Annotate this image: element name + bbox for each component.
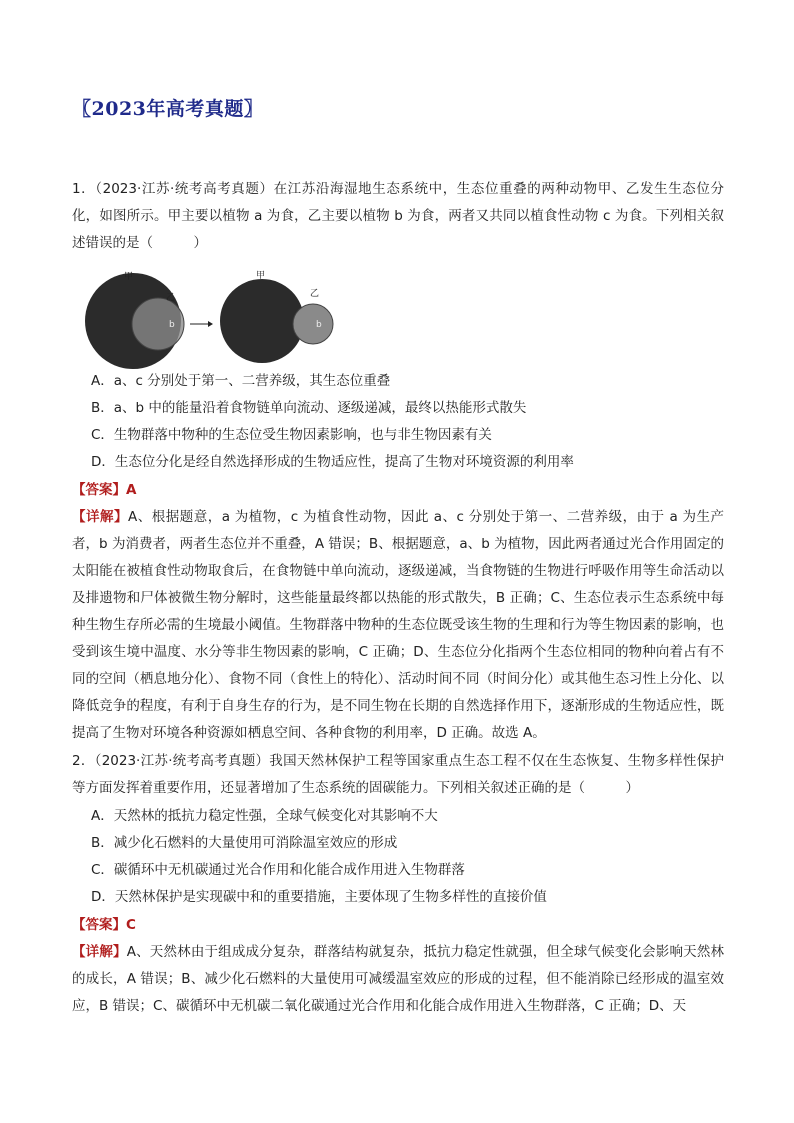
question-2-stem: 2．（2023·江苏·统考高考真题）我国天然林保护工程等国家重点生态工程不仅在生态恢复、生物多样性保护等方面发挥着重要作用，还显著增加了生态系统的固碳能力。下列相关叙述正确的是（ ）: [72, 753, 724, 796]
q2-detail: [72, 939, 724, 1020]
right-label-jia: 甲: [256, 271, 266, 281]
q1-option-c: C．生物群落中物种的生态位受生物因素影响，也与非生物因素有关: [91, 427, 492, 443]
question-1-stem: 1．（2023·江苏·统考高考真题）在江苏沿海湿地生态系统中，生态位重叠的两种动物甲、乙发生生态位分化，如图所示。甲主要以植物 a 为食，乙主要以植物 b 为食，两者又共同以植食性动物 c 为食。下列相关叙述错误的是（ ）: [72, 181, 724, 251]
section-title: 〖2023年高考真题〗: [72, 98, 264, 120]
left-label-b: b: [169, 320, 175, 330]
q1-option-d: D．生态位分化是经自然选择形成的生物适应性，提高了生物对环境资源的利用率: [91, 454, 574, 470]
q2-detail-text: A、天然林由于组成成分复杂，群落结构就复杂，抵抗力稳定性就强，但全球气候变化会影响天然林的成长，A 错误；B、减少化石燃料的大量使用可减缓温室效应的形成的过程，但不能消除已经形成的温室效应，B 错误；C、碳循环中无机碳二氧化碳通过光合作用和化能合成作用进入生物群落，C 正确；D、天: [72, 944, 725, 1014]
q1-detail-text: A、根据题意，a 为植物，c 为植食性动物，因此 a、c 分别处于第一、二营养级，由于 a 为生产者，b 为消费者，两者生态位并不重叠，A 错误；B、根据题意，a、b 为植物，因此两者通过光合作用固定的太阳能在被植食性动物取食后，在食物链中单向流动，逐级递减，当食物链的生物进行呼吸作用等生命活动以及排遗物和尸体被微生物分解时，这些能量最终都以热能的形式散失，B 正确；C、生态位表示生态系统中每种生物生存所必需的生境最小阈值。生物群落中物种的生态位既受该生物的生理和行为等生物因素的影响，也受到该生境中温度、水分等非生物因素的影响，C 正确；D、生态位分化指两个生态位相同的物种向着占有不同的空间（栖息地分化）、食物不同（食性上的特化）、活动时间不同（时间分化）或其他生态习性上分化、以降低竞争的程度，有利于自身生存的行为，是不同生物在长期的自然选择作用下，逐渐形成的生物适应性，既提高了生物对环境各种资源如栖息空间、各种食物的利用率，D 正确。故选 A。: [72, 509, 725, 741]
right-label-yi: 乙: [310, 289, 320, 299]
q2-option-b: B．减少化石燃料的大量使用可消除温室效应的形成: [91, 835, 398, 851]
niche-differentiation-figure: [80, 264, 380, 370]
transition-arrow-head: [208, 321, 213, 327]
right-circle-jia: [220, 279, 304, 363]
q2-option-d: D．天然林保护是实现碳中和的重要措施，主要体现了生物多样性的直接价值: [91, 889, 547, 905]
q1-option-a: A．a、c 分别处于第一、二营养级，其生态位重叠: [91, 373, 391, 389]
q1-detail-tag: 【详解】: [72, 509, 128, 525]
left-label-yi: 乙: [166, 293, 176, 303]
q1-option-b: B．a、b 中的能量沿着食物链单向流动、逐级递减，最终以热能形式散失: [91, 400, 527, 416]
left-label-jia: 甲: [124, 272, 134, 282]
q1-answer: 【答案】A: [72, 482, 137, 498]
q2-option-a: A．天然林的抵抗力稳定性强，全球气候变化对其影响不大: [91, 808, 438, 824]
q2-option-c: C．碳循环中无机碳通过光合作用和化能合成作用进入生物群落: [91, 862, 465, 878]
q2-answer: 【答案】C: [72, 917, 136, 933]
q2-detail-tag: 【详解】: [72, 944, 127, 960]
right-label-b: b: [316, 320, 322, 330]
left-circle-yi: [132, 298, 184, 350]
right-circle-yi: [293, 304, 333, 344]
q1-detail: [72, 504, 724, 747]
